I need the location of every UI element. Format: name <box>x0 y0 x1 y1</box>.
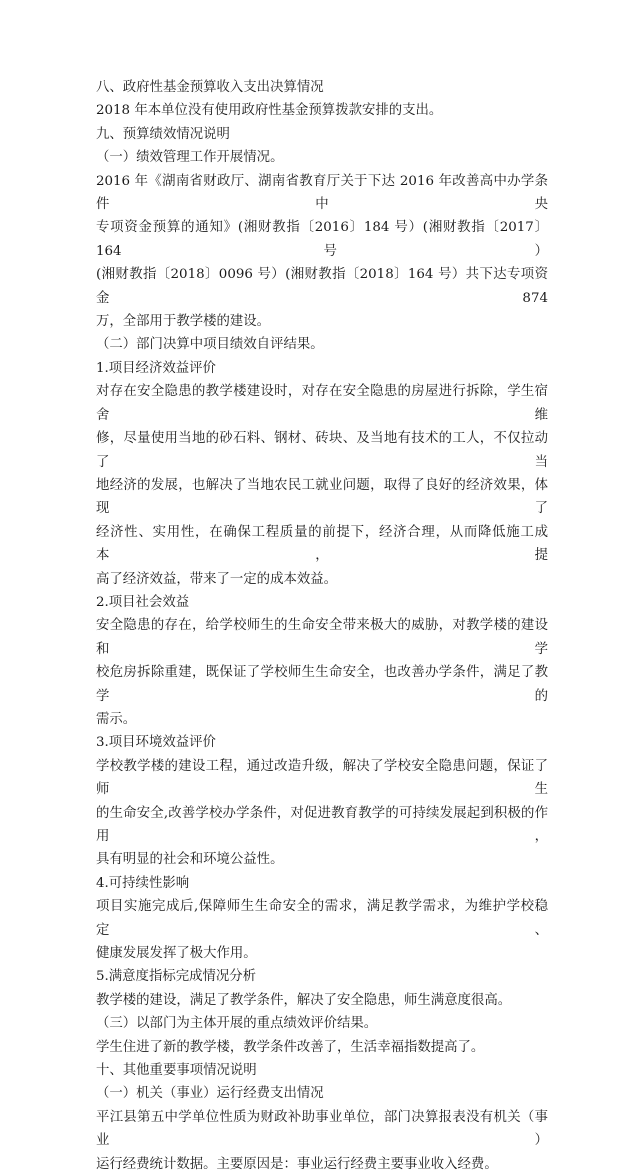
subheading-9-2: （二）部门决算中项目绩效自评结果。 <box>96 337 324 353</box>
line: 修，尽量使用当地的砂石料、钢材、砖块、及当地有技术的工人，不仅拉动了当 <box>96 431 548 470</box>
line: 的生命安全,改善学校办学条件，对促进教育教学的可持续发展起到积极的作用， <box>96 805 548 844</box>
line: 学校教学楼的建设工程，通过改造升级，解决了学校安全隐患问题，保证了师生 <box>96 758 548 798</box>
line: 项目实施完成后,保障师生生命安全的需求，满足教学需求，为维护学校稳定、 <box>96 899 548 938</box>
paragraph-funding <box>96 170 548 334</box>
heading-satisfaction: 5.满意度指标完成情况分析 <box>96 969 257 985</box>
paragraph-operating <box>96 1106 548 1176</box>
line: (湘财教指〔2018〕0096 号）(湘财教指〔2018〕164 号）共下达专项资金 874 <box>96 267 548 306</box>
line: 高了经济效益，带来了一定的成本效益。 <box>96 571 338 587</box>
heading-sustainability: 4.可持续性影响 <box>96 875 190 891</box>
paragraph-key-results: 学生住进了新的教学楼，教学条件改善了，生活幸福指数提高了。 <box>96 1039 485 1055</box>
line: 万，全部用于教学楼的建设。 <box>96 314 271 330</box>
subheading-9-1: （一）绩效管理工作开展情况。 <box>96 150 284 166</box>
line: 经济性、实用性，在确保工程质量的前提下，经济合理，从而降低施工成本，提 <box>96 524 548 564</box>
line: 2016 年《湖南省财政厅、湖南省教育厅关于下达 2016 年改善高中办学条件中央 <box>96 173 548 213</box>
paragraph-satisfaction: 教学楼的建设，满足了教学条件，解决了安全隐患，师生满意度很高。 <box>96 992 512 1008</box>
heading-environmental-benefit: 3.项目环境效益评价 <box>96 735 216 751</box>
line: 需示。 <box>96 711 137 727</box>
line: 专项资金预算的通知》(湘财教指〔2016〕184 号）(湘财教指〔2017〕164 号） <box>96 220 548 259</box>
line: 具有明显的社会和环境公益性。 <box>96 852 284 868</box>
heading-social-benefit: 2.项目社会效益 <box>96 594 190 610</box>
paragraph-social <box>96 614 548 731</box>
document-body <box>96 76 548 1176</box>
line: 平江县第五中学单位性质为财政补助事业单位，部门决算报表没有机关（事业） <box>96 1109 548 1149</box>
paragraph-environmental <box>96 755 548 872</box>
heading-section-8: 八、政府性基金预算收入支出决算情况 <box>96 80 324 95</box>
paragraph-gov-fund: 2018 年本单位没有使用政府性基金预算拨款安排的支出。 <box>96 103 443 119</box>
heading-economic-benefit: 1.项目经济效益评价 <box>96 360 216 376</box>
heading-section-9: 九、预算绩效情况说明 <box>96 126 230 142</box>
line: 安全隐患的存在，给学校师生的生命安全带来极大的威胁，对教学楼的建设和学 <box>96 618 548 657</box>
paragraph-sustainability <box>96 895 548 965</box>
subheading-10-1: （一）机关（事业）运行经费支出情况 <box>96 1086 324 1102</box>
line: 对存在安全隐患的教学楼建设时，对存在安全隐患的房屋进行拆除，学生宿舍维 <box>96 384 548 423</box>
line: 校危房拆除重建，既保证了学校师生生命安全，也改善办学条件，满足了教学的 <box>96 665 548 704</box>
line: 地经济的发展，也解决了当地农民工就业问题，取得了良好的经济效果，体现了 <box>96 477 548 517</box>
subheading-9-3: （三）以部门为主体开展的重点绩效评价结果。 <box>96 1016 378 1032</box>
line: 运行经费统计数据。主要原因是：事业运行经费主要事业收入经费。 <box>96 1156 498 1172</box>
paragraph-economic <box>96 380 548 591</box>
line: 健康发展发挥了极大作用。 <box>96 946 257 962</box>
heading-section-10: 十、其他重要事项情况说明 <box>96 1063 257 1079</box>
